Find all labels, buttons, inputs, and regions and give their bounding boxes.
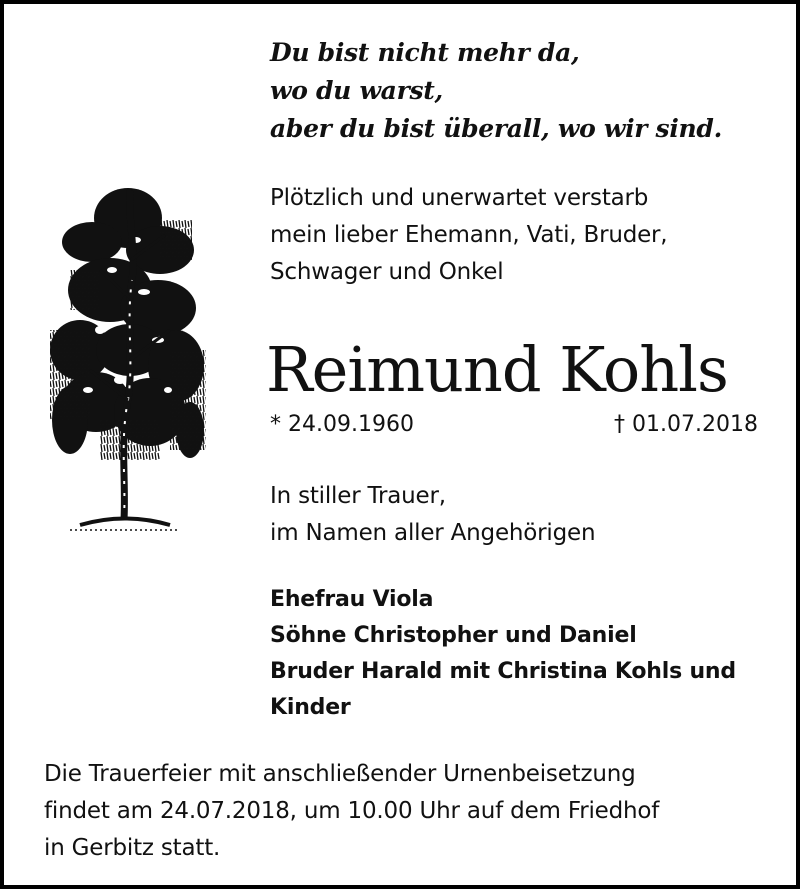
motto-line: aber du bist überall, wo wir sind. [270,114,722,143]
funeral-notice [44,756,659,867]
funeral-line: Die Trauerfeier mit anschließender Urnenbeisetzung [44,761,636,787]
intro-line: mein lieber Ehemann, Vati, Bruder, [270,222,668,248]
deceased-name: Reimund Kohls [266,333,728,406]
intro-line: Plötzlich und unerwartet verstarb [270,185,649,211]
intro-text [270,180,667,291]
funeral-line: in Gerbitz statt. [44,835,221,861]
mourning-line: im Namen aller Angehörigen [270,520,596,546]
life-dates [270,408,758,442]
funeral-line: findet am 24.07.2018, um 10.00 Uhr auf dem Friedhof [44,798,660,824]
family-line: Söhne Christopher und Daniel [270,623,637,648]
intro-line: Schwager und Onkel [270,259,504,285]
family-line: Bruder Harald mit Christina Kohls und [270,659,736,684]
motto-verse [270,34,722,148]
family-line: Kinder [270,695,351,720]
death-date: † 01.07.2018 [614,412,758,437]
mourning-line: In stiller Trauer, [270,483,446,509]
family-line: Ehefrau Viola [270,587,434,612]
birth-date: * 24.09.1960 [270,412,414,437]
mourning-text [270,478,595,552]
birch-tree-icon [40,180,210,540]
motto-line: wo du warst, [270,76,443,105]
family-list [270,582,736,726]
motto-line: Du bist nicht mehr da, [270,38,580,67]
